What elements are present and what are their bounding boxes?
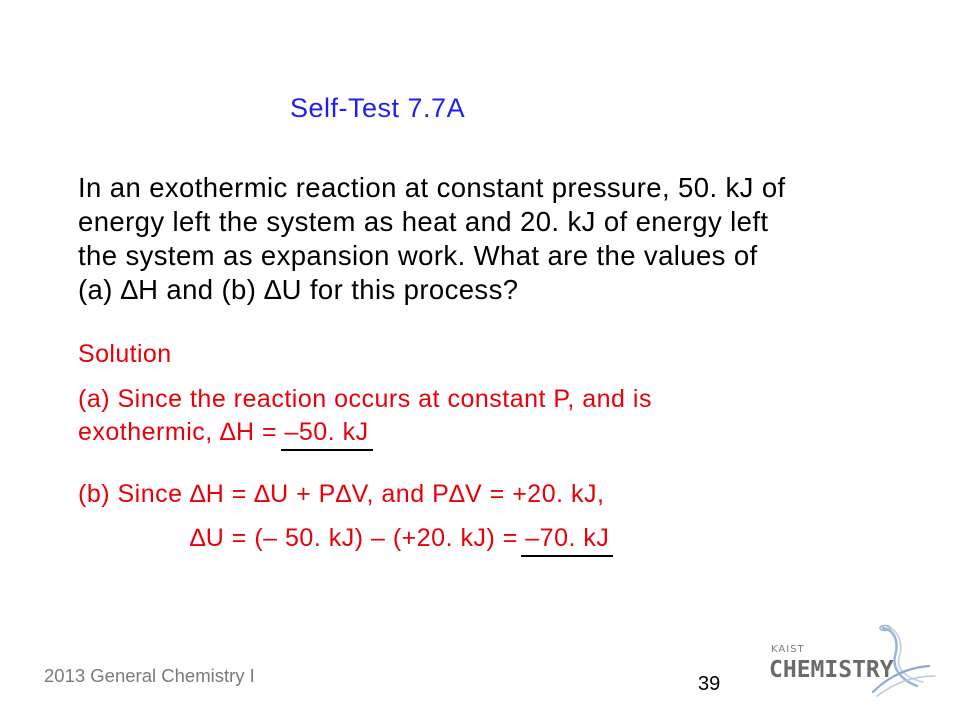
solution-heading: Solution — [78, 340, 172, 368]
question-line-1: In an exothermic reaction at constant pressure, 50. kJ of — [78, 172, 786, 203]
logo-chemistry-text: CHEMISTRY — [769, 657, 894, 683]
part-a-prefix: exothermic, ∆H = — [78, 418, 285, 446]
part-b-prefix: ∆U = (– 50. kJ) – (+20. kJ) = — [190, 524, 526, 552]
solution-part-a-line-2 — [78, 418, 369, 447]
part-b-answer: –70. kJ — [525, 524, 610, 552]
question-line-4: (a) ∆H and (b) ∆U for this process? — [78, 274, 519, 305]
question-line-2: energy left the system as heat and 20. kJ of energy left — [78, 206, 769, 237]
logo-kaist-text: KAIST — [771, 644, 805, 655]
solution-part-b-line-2 — [190, 524, 609, 553]
solution-part-b-line-1: (b) Since ∆H = ∆U + P∆V, and P∆V = +20. kJ, — [78, 480, 605, 508]
part-a-answer: –50. kJ — [284, 418, 369, 446]
slide-title: Self-Test 7.7A — [290, 93, 466, 123]
flask-swoosh-icon — [865, 622, 945, 700]
footer-course-label: 2013 General Chemistry I — [44, 665, 255, 686]
question-line-3: the system as expansion work. What are the values of — [78, 240, 758, 271]
solution-part-a-line-1: (a) Since the reaction occurs at constant P, and is — [78, 385, 652, 413]
page-number: 39 — [698, 673, 721, 695]
kaist-chemistry-logo — [765, 622, 945, 702]
